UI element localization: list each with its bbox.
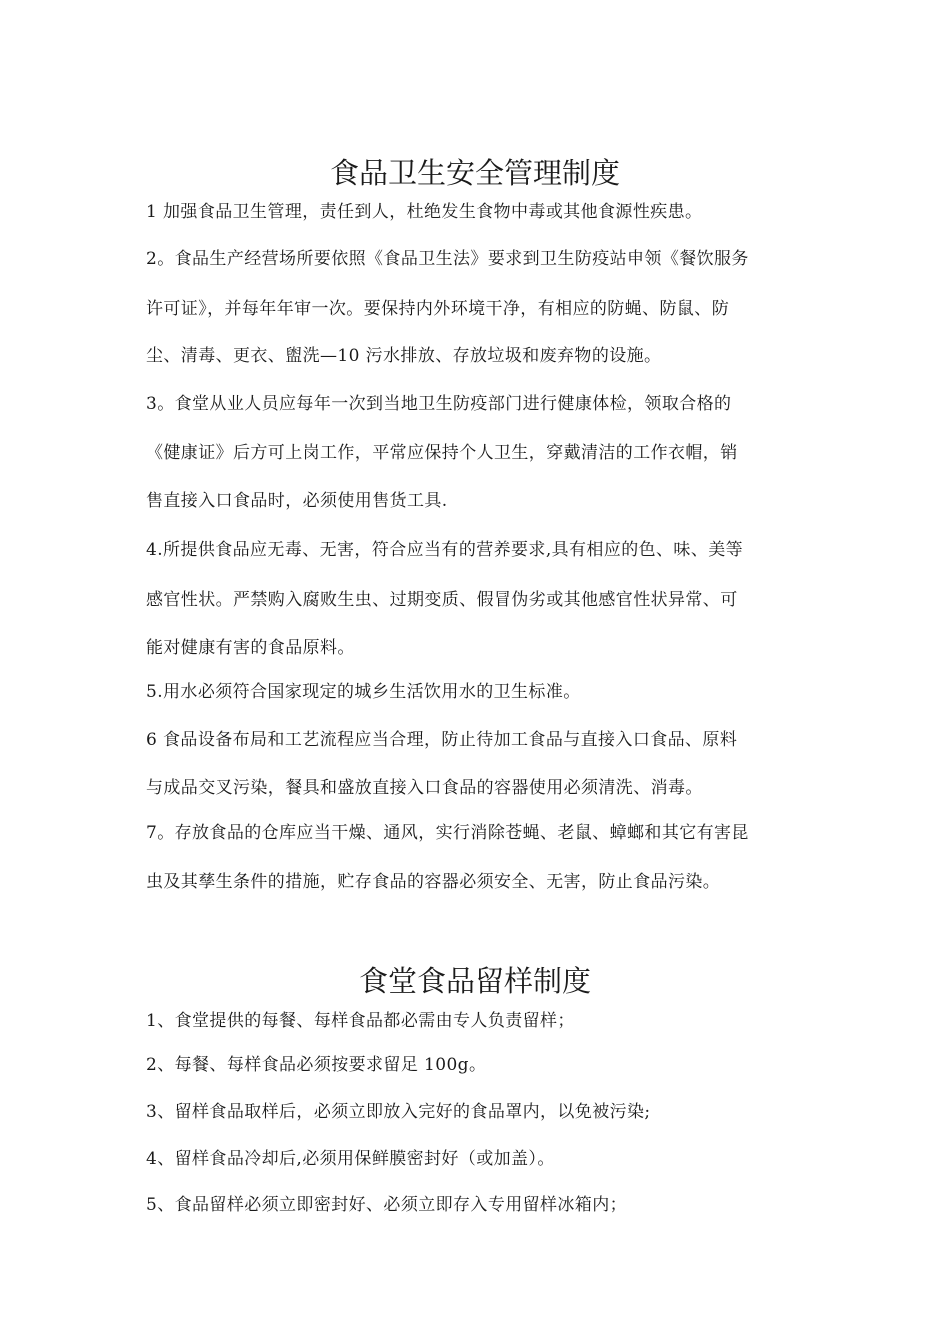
section2-line-2: 2、每餐、每样食品必须按要求留足 100g。 (146, 1055, 487, 1075)
section2-line-4: 4、留样食品冷却后,必须用保鲜膜密封好（或加盖）。 (146, 1149, 555, 1169)
section2-line-5: 5、食品留样必须立即密封好、必须立即存入专用留样冰箱内； (146, 1195, 628, 1215)
section1-line-14: 7。存放食品的仓库应当干燥、通风，实行消除苍蝇、老鼠、蟑螂和其它有害昆 (146, 823, 749, 843)
section1-line-4: 尘、清毒、更衣、盥洗—10 污水排放、存放垃圾和废弃物的设施。 (146, 346, 662, 366)
section1-title: 食品卫生安全管理制度 (329, 156, 620, 190)
section1-line-6: 《健康证》后方可上岗工作，平常应保持个人卫生，穿戴清洁的工作衣帽，销 (146, 443, 738, 463)
section1-line-7: 售直接入口食品时，必须使用售货工具. (146, 491, 448, 511)
section1-line-5: 3。食堂从业人员应每年一次到当地卫生防疫部门进行健康体检，领取合格的 (146, 394, 732, 414)
section1-line-8: 4.所提供食品应无毒、无害，符合应当有的营养要求,具有相应的色、味、美等 (146, 540, 744, 560)
section1-line-9: 感官性状。严禁购入腐败生虫、过期变质、假冒伪劣或其他感官性状异常、可 (146, 590, 738, 610)
section1-line-2: 2。食品生产经营场所要依照《食品卫生法》要求到卫生防疫站申领《餐饮服务 (146, 249, 749, 269)
section2-title: 食堂食品留样制度 (358, 964, 591, 998)
section1-line-3: 许可证》，并每年年审一次。要保持内外环境干净，有相应的防蝇、防鼠、防 (146, 299, 730, 319)
section1-line-1: 1 加强食品卫生管理，责任到人，杜绝发生食物中毒或其他食源性疾患。 (146, 202, 703, 222)
section2-line-3: 3、留样食品取样后，必须立即放入完好的食品罩内，以免被污染; (146, 1102, 651, 1122)
section1-line-10: 能对健康有害的食品原料。 (146, 638, 355, 658)
section1-line-12: 6 食品设备布局和工艺流程应当合理，防止待加工食品与直接入口食品、原料 (146, 730, 738, 750)
section2-line-1: 1、食堂提供的每餐、每样食品都必需由专人负责留样； (146, 1011, 575, 1031)
section1-line-11: 5.用水必须符合国家现定的城乡生活饮用水的卫生标准。 (146, 682, 581, 702)
section1-line-15: 虫及其孳生条件的措施，贮存食品的容器必须安全、无害，防止食品污染。 (146, 872, 721, 892)
section1-line-13: 与成品交叉污染，餐具和盛放直接入口食品的容器使用必须清洗、消毒。 (146, 778, 703, 798)
